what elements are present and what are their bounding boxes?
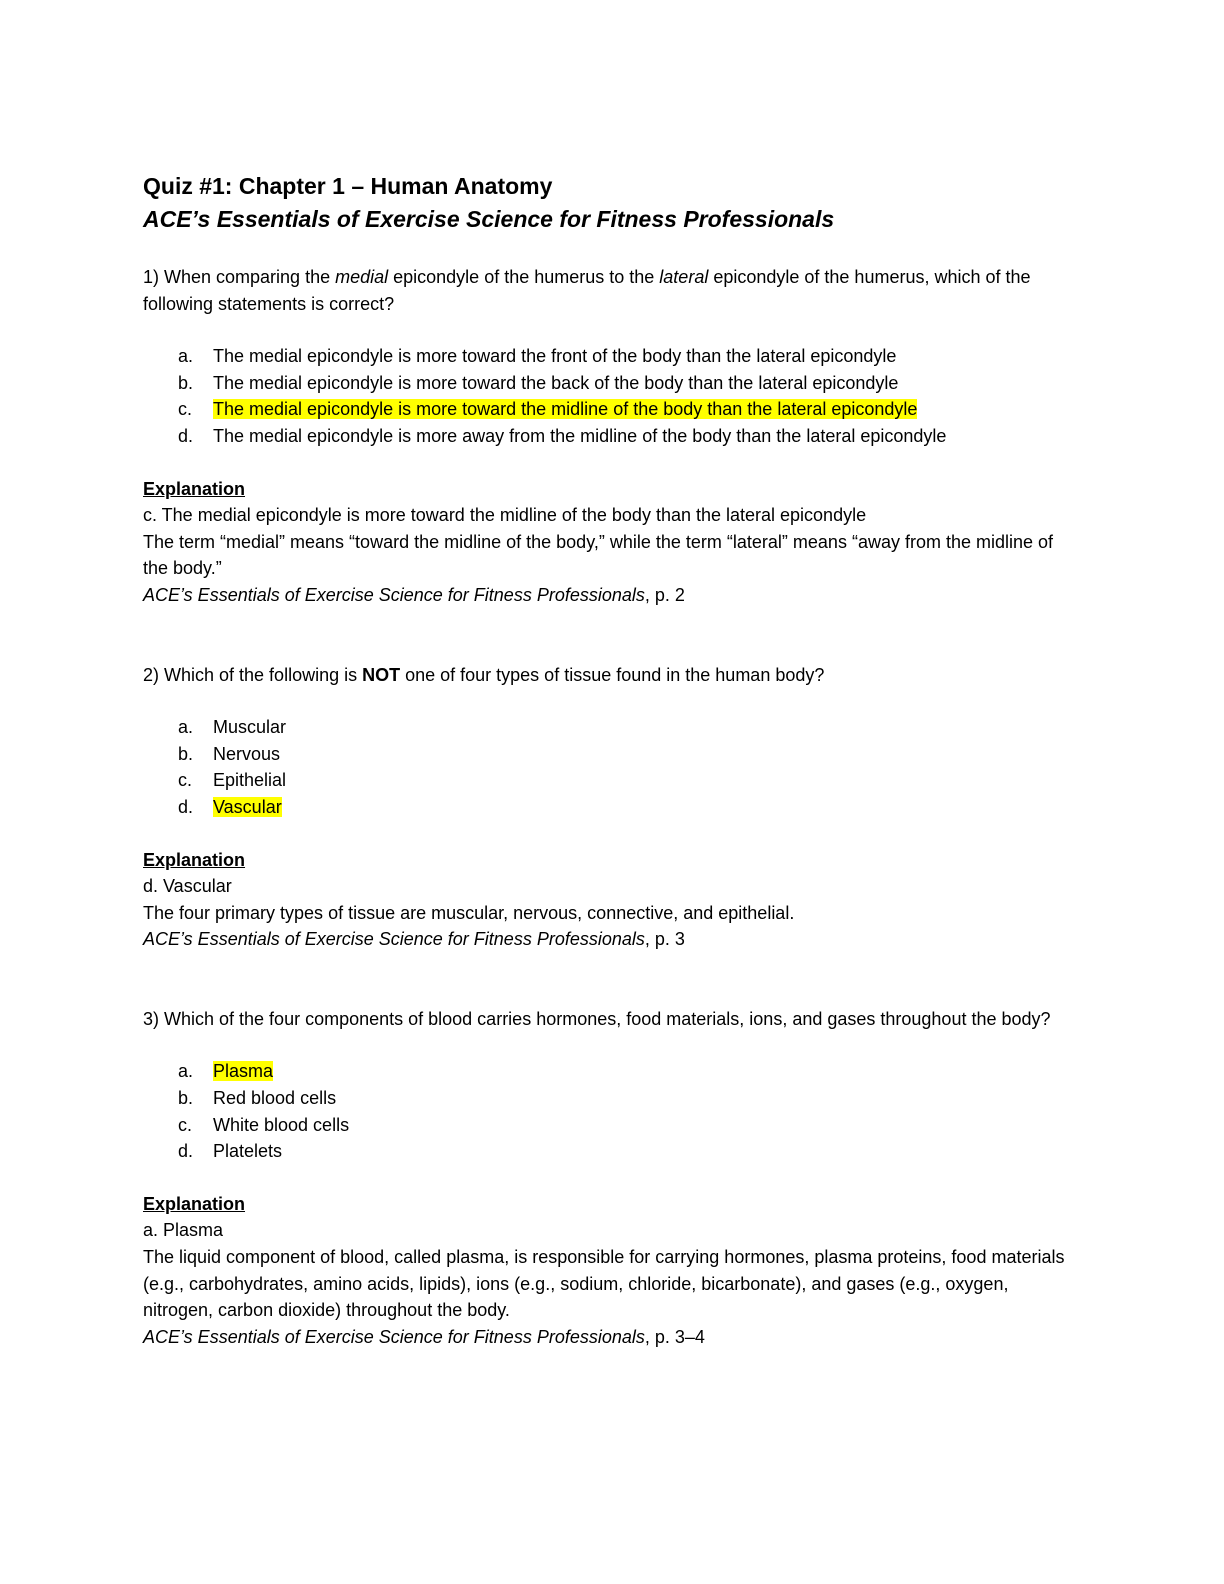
explanation-answer: c. The medial epicondyle is more toward the midline of the body than the lateral epicondyle [143,505,867,526]
explanation-answer: d. Vascular [143,876,232,897]
question-1-em-medial: medial [335,267,389,287]
option-2c [143,767,1083,794]
question-1-em-lateral: lateral [659,267,709,287]
option-3d [143,1138,1083,1165]
option-text: Red blood cells [213,1088,337,1109]
option-letter: b. [178,1088,194,1109]
option-2a [143,714,1083,741]
quiz-title: Quiz #1: Chapter 1 – Human Anatomy [143,173,553,199]
explanation-source [143,582,1083,609]
question-1-options [143,343,1083,449]
explanation-source [143,1324,1083,1351]
option-1a [143,343,1083,370]
question-1 [143,264,1083,317]
option-text-highlighted: The medial epicondyle is more toward the midline of the body than the lateral epicondyle [213,399,918,420]
explanation-2 [143,847,1083,953]
option-1b [143,370,1083,397]
explanation-heading: Explanation [143,849,246,870]
option-text: The medial epicondyle is more toward the back of the body than the lateral epicondyle [213,372,899,393]
question-1-part-3: epicondyle of the humerus, which of the following statements is correct? [143,267,1031,314]
book-subtitle: ACE’s Essentials of Exercise Science for Fitness Professionals [143,206,835,232]
question-1-part-1: 1) When comparing the [143,267,336,287]
question-2-options [143,714,1083,820]
option-letter: a. [178,717,194,738]
question-3-options [143,1058,1083,1164]
explanation-source [143,926,1083,953]
explanation-text: The liquid component of blood, called plasma, is responsible for carrying hormones, plasma proteins, food materials (e.g., carbohydrates, amino acids, lipids), ions (e.g., sodium, chloride, bicarbonate), and gases (e.g., oxygen, nitrogen, carbon dioxide) throughout the body. [143,1247,1065,1321]
option-2d [143,794,1083,821]
source-title: ACE’s Essentials of Exercise Science for Fitness Professionals [143,1326,645,1347]
question-2-part-2: one of four types of tissue found in the human body? [400,664,825,685]
option-letter: c. [178,1114,193,1135]
option-letter: d. [178,796,194,817]
explanation-1 [143,476,1083,609]
option-text: The medial epicondyle is more away from the midline of the body than the lateral epicondyle [213,425,947,446]
option-letter: d. [178,425,194,446]
quiz-document [143,170,1083,1350]
option-letter: a. [178,346,194,367]
question-3: 3) Which of the four components of blood carries hormones, food materials, ions, and gases throughout the body? [143,1008,1051,1029]
option-letter: c. [178,399,193,420]
question-2-part-1: 2) Which of the following is [143,664,363,685]
option-letter: a. [178,1061,194,1082]
option-letter: d. [178,1141,194,1162]
option-text: Nervous [213,743,281,764]
option-2b [143,741,1083,768]
source-page: , p. 3–4 [644,1326,705,1347]
option-letter: c. [178,770,193,791]
explanation-answer: a. Plasma [143,1220,224,1241]
option-letter: b. [178,372,194,393]
option-text: Muscular [213,717,287,738]
option-3a [143,1058,1083,1085]
question-2 [143,662,1083,689]
option-text-highlighted: Plasma [213,1061,274,1082]
explanation-text: The term “medial” means “toward the midline of the body,” while the term “lateral” means “away from the midline of the body.” [143,531,1054,579]
explanation-heading: Explanation [143,1193,246,1214]
source-title: ACE’s Essentials of Exercise Science for Fitness Professionals [143,584,645,605]
option-1c [143,396,1083,423]
explanation-3 [143,1191,1083,1351]
option-text-highlighted: Vascular [213,796,282,817]
option-text: White blood cells [213,1114,350,1135]
option-text: Epithelial [213,770,287,791]
question-1-part-2: epicondyle of the humerus to the [388,267,660,287]
option-text: Platelets [213,1141,283,1162]
source-page: , p. 3 [644,929,685,950]
explanation-text: The four primary types of tissue are muscular, nervous, connective, and epithelial. [143,902,795,923]
option-letter: b. [178,743,194,764]
question-2-emphasis-not: NOT [362,664,401,685]
source-page: , p. 2 [644,584,685,605]
option-3b [143,1085,1083,1112]
explanation-heading: Explanation [143,478,246,499]
option-1d [143,423,1083,450]
option-text: The medial epicondyle is more toward the front of the body than the lateral epicondyle [213,346,897,367]
option-3c [143,1112,1083,1139]
source-title: ACE’s Essentials of Exercise Science for Fitness Professionals [143,929,645,950]
